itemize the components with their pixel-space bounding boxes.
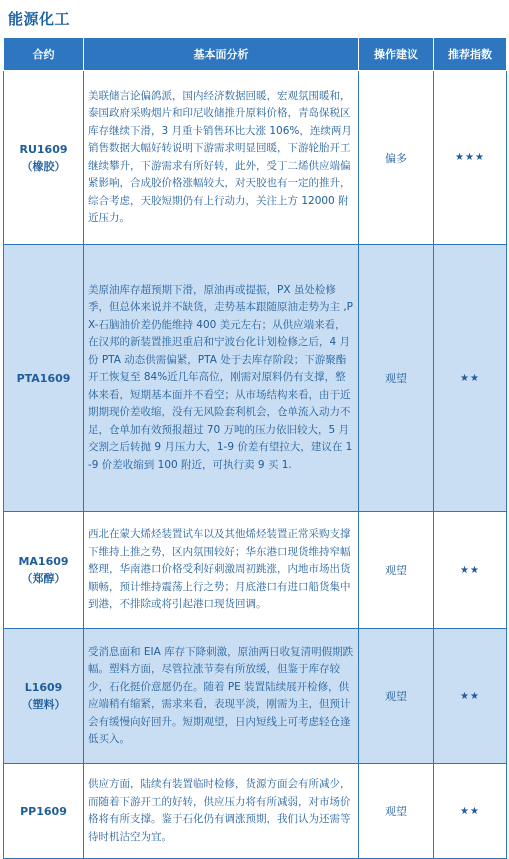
- table-row: [4, 629, 507, 764]
- analysis-text: 受消息面和 EIA 库存下降刺激，原油两日收复清明假期跌幅。塑料方面，尽管拉涨节奏有所放缓，但鉴于库存较少，石化挺价意愿仍在。随着 PE 装置陆续展开检修，供应端稍有缩紧，需求来看，表现平淡，刚需为主，但预计会有缓慢向好回升。短期观望，日内短线上可考虑轻仓逢低买入。: [84, 629, 359, 764]
- contract-product: （橡胶）: [21, 159, 66, 173]
- contract-cell: [4, 245, 84, 512]
- analysis-text: 供应方面，陆续有装置临时检修，货源方面会有所减少，而随着下游开工的好转，供应压力将有所减弱，对市场价格将有所支撑。鉴于石化仍有调涨预期，我们认为还需等待时机沽空为宜。: [84, 764, 359, 859]
- contract-code: RU1609: [19, 142, 68, 156]
- contract-cell: [4, 629, 84, 764]
- page-title: 能源化工: [8, 10, 71, 28]
- contract-cell: [4, 71, 84, 245]
- rating-stars: ★★: [434, 245, 507, 512]
- rating-stars: ★★: [434, 512, 507, 629]
- analysis-text: 西北在蒙大烯烃装置试车以及其他烯烃装置正常采购支撑下维持上推之势，区内氛围较好；华东港口现货维持窄幅整理，华南港口价格受利好刺激周初跳涨，内地市场出货顺畅，预计维持震荡上行之势；月底港口有进口船货集中到港，不排除或将引起港口现货回调。: [84, 512, 359, 629]
- contract-product: （塑料）: [21, 698, 66, 711]
- advice-text: 观望: [359, 245, 434, 512]
- header-contract: 合约: [4, 38, 84, 71]
- analysis-text: 美联储言论偏鸽派，国内经济数据回暖，宏观氛围暖和，泰国政府采购烟片和印尼收储推升原料价格，青岛保税区库存继续下滑，3 月重卡销售环比大涨 106%，连续两月销售数据大幅好转说明下游需求明显回暖，下游轮胎开工继续攀升，下游需求有所好转，此外，受丁二烯供应端偏紧影响，合成胶价格涨幅较大，对天胶也有一定的推升，综合考虑，天胶短期仍有上行动力，关注上方 12000 附近压力。: [84, 71, 359, 245]
- contract-cell: [4, 512, 84, 629]
- advice-text: 观望: [359, 764, 434, 859]
- table-row: [4, 512, 507, 629]
- advice-text: 观望: [359, 629, 434, 764]
- table-row: [4, 71, 507, 245]
- table-header: [4, 38, 507, 71]
- advice-text: 观望: [359, 512, 434, 629]
- header-analysis: 基本面分析: [84, 38, 359, 71]
- rating-stars: ★★: [434, 764, 507, 859]
- table-row: [4, 245, 507, 512]
- rating-stars: ★★★: [434, 71, 507, 245]
- recommendation-table: [3, 37, 507, 859]
- contract-code: PP1609: [20, 804, 67, 818]
- rating-stars: ★★: [434, 629, 507, 764]
- contract-code: MA1609: [18, 555, 69, 568]
- contract-cell: [4, 764, 84, 859]
- advice-text: 偏多: [359, 71, 434, 245]
- analysis-text: 美原油库存超预期下滑，原油再或提振，PX 虽处检修季，但总体来说并不缺货，走势基本跟随原油走势为主 ,PX-石脑油价差仍能维持 400 美元左右；从供应端来看，在汉邦的新装置推迟重启和宁波台化计划检修之后，4 月份 PTA 动态供需偏紧，PTA 处于去库存阶段；下游聚酯开工恢复至 84%近几年高位，刚需对原料仍有支撑，整体来看，短期基本面并不看空；从市场结构来看，由于近期期现价差收缩，没有无风险套利机会，仓单流入动力不足，仓单加有效预报超过 70 万吨的压力依旧较大，5 月交割之后转抛 9 月压力大，1-9 价差有望拉大，建议在 1-9 价差收缩到 100 附近，可执行卖 9 买 1.: [84, 245, 359, 512]
- contract-product: （郑醇）: [21, 572, 66, 585]
- contract-code: L1609: [24, 681, 63, 694]
- header-advice: 操作建议: [359, 38, 434, 71]
- contract-code: PTA1609: [16, 371, 71, 385]
- header-stars: 推荐指数: [434, 38, 507, 71]
- table-row: [4, 764, 507, 859]
